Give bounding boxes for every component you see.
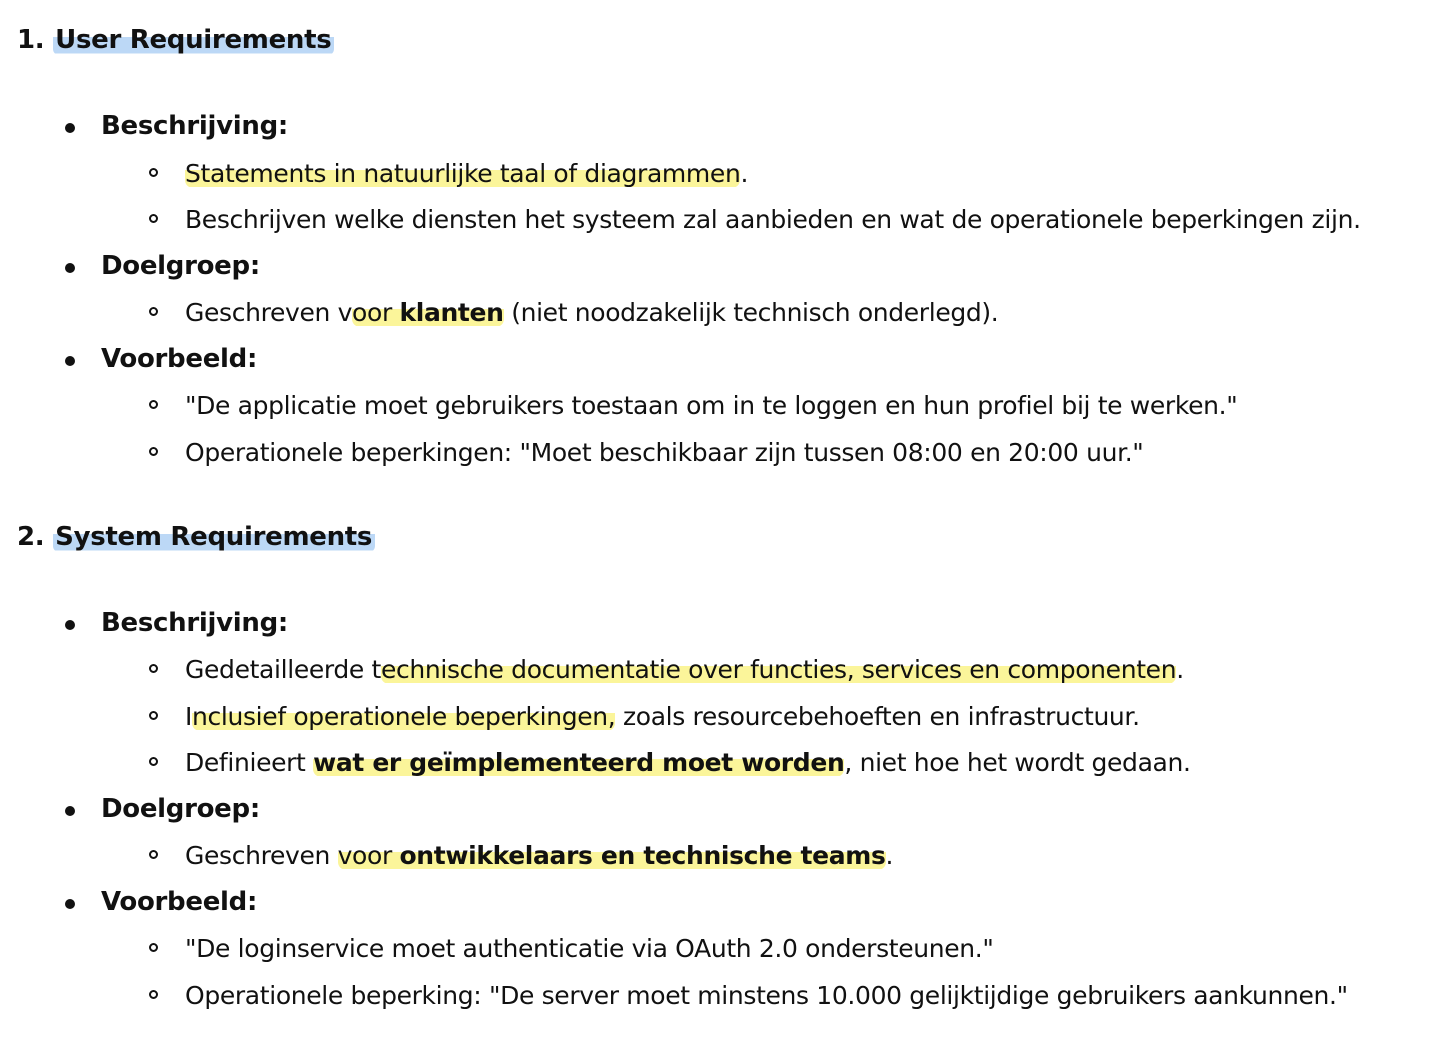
- bold-highlighted-text: klanten: [399, 298, 504, 327]
- item-text: I: [185, 702, 193, 731]
- bullet-doelgroep-label: Doelgroep:: [101, 794, 260, 824]
- highlighted-text: [352, 298, 504, 327]
- highlighted-text: [338, 841, 886, 870]
- section-title: User Requirements: [53, 25, 334, 55]
- item-text: Geschreven v: [185, 298, 353, 327]
- bullet-beschrijving-label: Beschrijving:: [101, 608, 288, 638]
- bullet-doelgroep-label: Doelgroep:: [101, 251, 260, 281]
- item-text: Beschrijven welke diensten het systeem zal aanbieden en wat de operationele beperkingen zijn.: [185, 205, 1361, 234]
- list-item: [185, 205, 1361, 234]
- list-item: [185, 655, 1184, 684]
- item-text: Gedetailleerde t: [185, 655, 381, 684]
- item-text: , niet hoe het wordt gedaan.: [844, 748, 1191, 777]
- highlighted-text: echnische documentatie over functies, services en componenten: [380, 655, 1177, 684]
- item-text: .: [740, 159, 749, 188]
- list-item: [185, 841, 893, 870]
- section-title: System Requirements: [53, 522, 375, 552]
- list-item: [185, 748, 1191, 777]
- bold-highlighted-text: ontwikkelaars en technische teams: [399, 841, 886, 870]
- section-number: 1.: [17, 25, 45, 55]
- item-text: Definieert: [185, 748, 314, 777]
- list-item: [185, 159, 748, 188]
- section-heading-system-requirements: [17, 522, 375, 552]
- highlighted-text-part: oor: [352, 298, 400, 327]
- section-number: 2.: [17, 522, 45, 552]
- list-item: [185, 298, 998, 327]
- highlighted-text: Statements in natuurlijke taal of diagrammen: [185, 159, 741, 188]
- item-text: zoals resourcebehoeften en infrastructuur.: [615, 702, 1140, 731]
- list-item: Operationele beperkingen: "Moet beschikbaar zijn tussen 08:00 en 20:00 uur.": [185, 438, 1144, 467]
- list-item: "De loginservice moet authenticatie via OAuth 2.0 ondersteunen.": [185, 934, 994, 963]
- list-item: [185, 702, 1140, 731]
- bullet-voorbeeld-label: Voorbeeld:: [101, 344, 258, 374]
- highlighted-text: nclusief operationele beperkingen,: [192, 702, 616, 731]
- highlighted-text-part: voor: [337, 841, 400, 870]
- item-text: .: [885, 841, 894, 870]
- bold-highlighted-text: wat er geïmplementeerd moet worden: [313, 748, 845, 777]
- item-text: .: [1176, 655, 1184, 684]
- item-text: (niet noodzakelijk technisch onderlegd).: [503, 298, 999, 327]
- section-heading-user-requirements: [17, 25, 334, 55]
- list-item: Operationele beperking: "De server moet minstens 10.000 gelijktijdige gebruikers aankunnen.": [185, 981, 1348, 1010]
- list-item: "De applicatie moet gebruikers toestaan om in te loggen en hun profiel bij te werken.": [185, 391, 1238, 420]
- bullet-beschrijving-label: Beschrijving:: [101, 111, 288, 141]
- bullet-voorbeeld-label: Voorbeeld:: [101, 887, 258, 917]
- item-text: Geschreven: [185, 841, 338, 870]
